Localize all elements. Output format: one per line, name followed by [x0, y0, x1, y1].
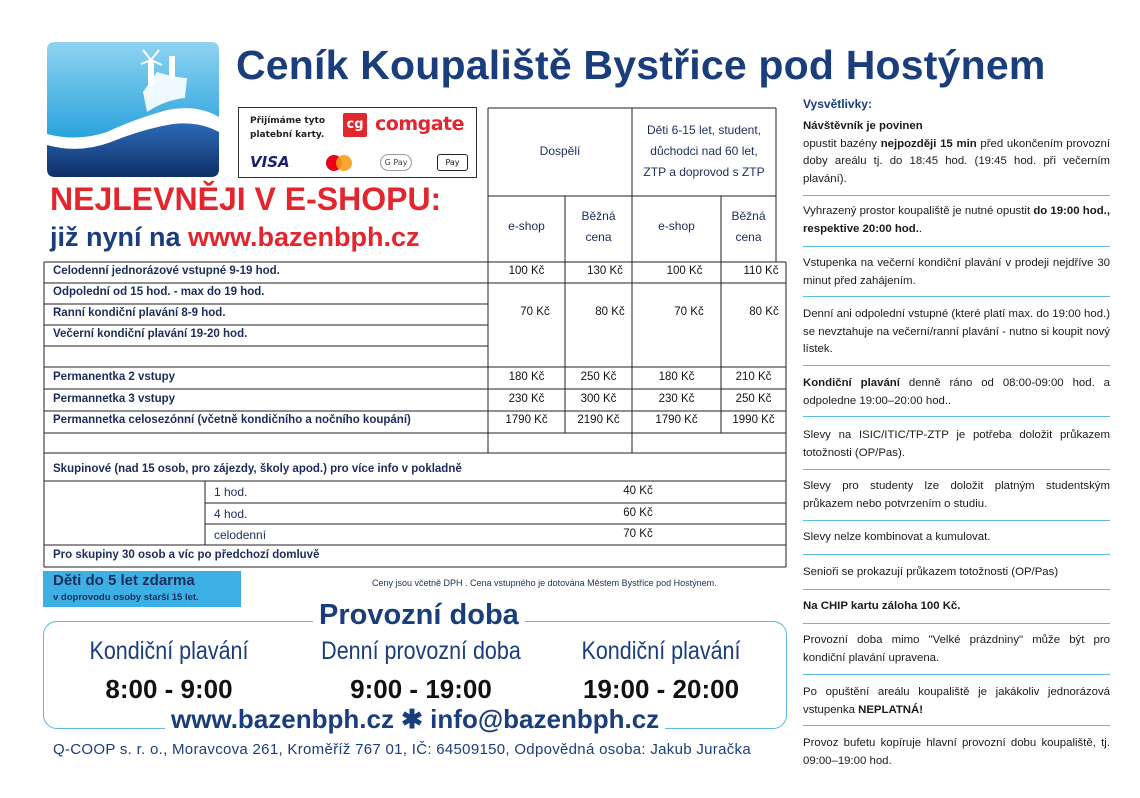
footer-company-info: Q-COOP s. r. o., Moravcova 261, Kroměříž 767 01, IČ: 64509150, Odpovědná osoba: Jakub Juračka: [53, 741, 751, 758]
header-regular-adults: [565, 206, 632, 248]
price-cell: 250 Kč: [735, 393, 772, 405]
note-item: [803, 684, 1110, 719]
eshop-url-link[interactable]: www.bazenbph.cz: [188, 222, 420, 252]
comgate-logo-icon: cg: [343, 113, 367, 137]
note-divider: [803, 554, 1110, 555]
hours-column-name: Kondiční plavání: [581, 637, 741, 665]
note-divider: [803, 674, 1110, 675]
note-text: Vyhrazený prostor koupaliště je nutné opustit: [803, 205, 1034, 217]
hours-column-time: 9:00 - 19:00: [350, 674, 492, 704]
row-label: Večerní kondiční plavání 19-20 hod.: [53, 328, 248, 340]
price-cell: 2190 Kč: [577, 414, 620, 426]
google-pay-icon: G Pay: [380, 154, 412, 171]
note-divider: [803, 365, 1110, 366]
apple-pay-icon: Pay: [437, 154, 468, 171]
eshop-headline: NEJLEVNĚJI V E-SHOPU:: [50, 181, 442, 217]
price-cell: 210 Kč: [735, 371, 772, 383]
price-cell: 100 Kč: [508, 265, 545, 277]
header-regular-line2: cena: [735, 230, 762, 244]
header-kids-line3: ZTP a doprovod s ZTP: [643, 165, 765, 179]
header-adults: Dospělí: [539, 144, 581, 158]
header-kids-line1: Děti 6-15 let, student,: [646, 123, 762, 137]
price-cell: 230 Kč: [658, 393, 695, 405]
note-item: Slevy na ISIC/ITIC/TP-ZTP je potřeba doložit průkazem totožnosti (OP/Pas).: [803, 429, 1110, 459]
note-divider: [803, 520, 1110, 521]
row-label: Ranní kondiční plavání 8-9 hod.: [53, 307, 226, 319]
price-cell: 100 Kč: [666, 265, 703, 277]
price-cell: 250 Kč: [580, 371, 617, 383]
note-divider: [803, 589, 1110, 590]
hours-column-time: 19:00 - 20:00: [582, 674, 740, 704]
header-eshop-kids: e-shop: [658, 219, 695, 233]
note-divider: [803, 296, 1110, 297]
header-kids-line2: důchodci nad 60 let,: [650, 144, 758, 158]
note-text: před ukončením provozní doby areálu tj. do 18:45 hod. (19:45 hod. při večerním plavání).: [803, 137, 1110, 185]
visa-logo: VISA: [250, 153, 290, 171]
note-item: Vstupenka na večerní kondiční plavání v prodeji nejdříve 30 minut před zahájením.: [803, 257, 1110, 287]
payment-text-line1: Přijímáme tyto: [250, 116, 326, 126]
note-item: [803, 118, 1110, 188]
note-item: [803, 375, 1110, 410]
row-label: Permannetka celosezónní (včetně kondičního a nočního koupání): [53, 414, 411, 426]
note-divider: [803, 416, 1110, 417]
group-row-label: 1 hod.: [214, 485, 248, 499]
hours-column-name: Denní provozní doba: [321, 637, 521, 665]
note-bold: nejpozději 15 min: [880, 137, 977, 150]
group-price-cell: 60 Kč: [623, 507, 653, 519]
hours-column-time: 8:00 - 9:00: [105, 674, 233, 704]
kids-free-subtitle: v doprovodu osoby starší 15 let.: [53, 592, 199, 603]
row-label: Permannetka 3 vstupy: [53, 393, 176, 405]
note-item: Denní ani odpolední vstupné (které platí max. do 19:00 hod.) se nevztahuje na večerní/ranní plavání - nutno si koupit nový lístek.: [803, 308, 1110, 355]
note-bold: NEPLATNÁ!: [858, 703, 924, 716]
note-divider: [803, 469, 1110, 470]
price-cell: 300 Kč: [580, 393, 617, 405]
group-label: Skupinové (nad 15 osob, pro zájezdy, školy apod.) pro více info v pokladně: [53, 463, 462, 475]
header-eshop-adults: e-shop: [508, 219, 545, 233]
contact-links[interactable]: www.bazenbph.cz ✱ info@bazenbph.cz: [165, 704, 665, 735]
note-item: Na CHIP kartu záloha 100 Kč.: [803, 600, 961, 612]
header-regular-line1: Běžná: [731, 209, 766, 223]
header-kids: [632, 120, 776, 183]
note-bold: Kondiční plavání: [803, 377, 900, 389]
payment-text-line2: platební karty.: [250, 130, 325, 140]
note-item: Provozní doba mimo "Velké prázdniny" může být pro kondiční plavání upravena.: [803, 634, 1110, 664]
header-regular-kids: [721, 206, 776, 248]
note-item: [803, 203, 1110, 238]
note-divider: [803, 195, 1110, 196]
note-item: Senioři se prokazují průkazem totožnosti (OP/Pas): [803, 566, 1059, 578]
price-cell: 230 Kč: [508, 393, 545, 405]
price-cell: 180 Kč: [508, 371, 545, 383]
hours-column-name: Kondiční plavání: [89, 637, 249, 665]
group-row-label: 4 hod.: [214, 507, 248, 521]
note-text: denně ráno od 08:00-09:00 hod. a odpoledne 19:00–20:00 hod..: [803, 377, 1111, 407]
group-row-label: celodenní: [214, 528, 267, 542]
price-cell: 70 Kč: [520, 306, 550, 318]
note-divider: [803, 246, 1110, 247]
kids-free-title: Děti do 5 let zdarma: [53, 572, 195, 589]
group-price-cell: 70 Kč: [623, 528, 653, 540]
header-regular-line1: Běžná: [581, 209, 616, 223]
price-cell: 1990 Kč: [732, 414, 775, 426]
note-divider: [803, 623, 1110, 624]
row-label: Celodenní jednorázové vstupné 9-19 hod.: [53, 265, 280, 277]
price-cell: 70 Kč: [674, 306, 704, 318]
price-note: Ceny jsou včetně DPH . Cena vstupného je dotována Městem Bystřice pod Hostýnem.: [372, 578, 717, 588]
comgate-name: comgate: [375, 113, 465, 135]
opening-hours-title: Provozní doba: [313, 599, 525, 632]
group-large-label: Pro skupiny 30 osob a víc po předchozí domluvě: [53, 549, 320, 561]
group-price-cell: 40 Kč: [623, 485, 653, 497]
note-text: opustit bazény: [803, 137, 881, 150]
notes-heading: Vysvětlivky:: [803, 97, 872, 111]
page-title: Ceník Koupaliště Bystřice pod Hostýnem: [236, 42, 1046, 88]
eshop-prefix: již nyní na: [50, 222, 189, 252]
note-text: .: [918, 222, 923, 235]
price-cell: 80 Kč: [595, 306, 625, 318]
note-divider: [803, 725, 1110, 726]
price-cell: 130 Kč: [587, 265, 623, 277]
note-bold: Návštěvník je povinen: [803, 120, 923, 132]
kids-free-badge: [43, 571, 241, 607]
price-cell: 180 Kč: [658, 371, 695, 383]
note-item: Slevy nelze kombinovat a kumulovat.: [803, 531, 991, 543]
note-item: Slevy pro studenty lze doložit platným studentským průkazem nebo potvrzením o studiu.: [803, 480, 1110, 510]
row-label: Odpolední od 15 hod. - max do 19 hod.: [53, 286, 265, 298]
price-cell: 1790 Kč: [655, 414, 698, 426]
note-bold: do 19:00 hod., respektive 20:00 hod.: [803, 205, 1110, 235]
price-cell: 110 Kč: [743, 265, 779, 277]
note-text: Po opuštění areálu koupaliště je jakákoliv jednorázová vstupenka: [803, 686, 1110, 716]
price-cell: 80 Kč: [749, 306, 779, 318]
note-item: Provoz bufetu kopíruje hlavní provozní dobu koupaliště, tj. 09:00–19:00 hod.: [803, 737, 1110, 767]
price-cell: 1790 Kč: [505, 414, 548, 426]
header-regular-line2: cena: [585, 230, 612, 244]
row-label: Permanentka 2 vstupy: [53, 371, 176, 383]
